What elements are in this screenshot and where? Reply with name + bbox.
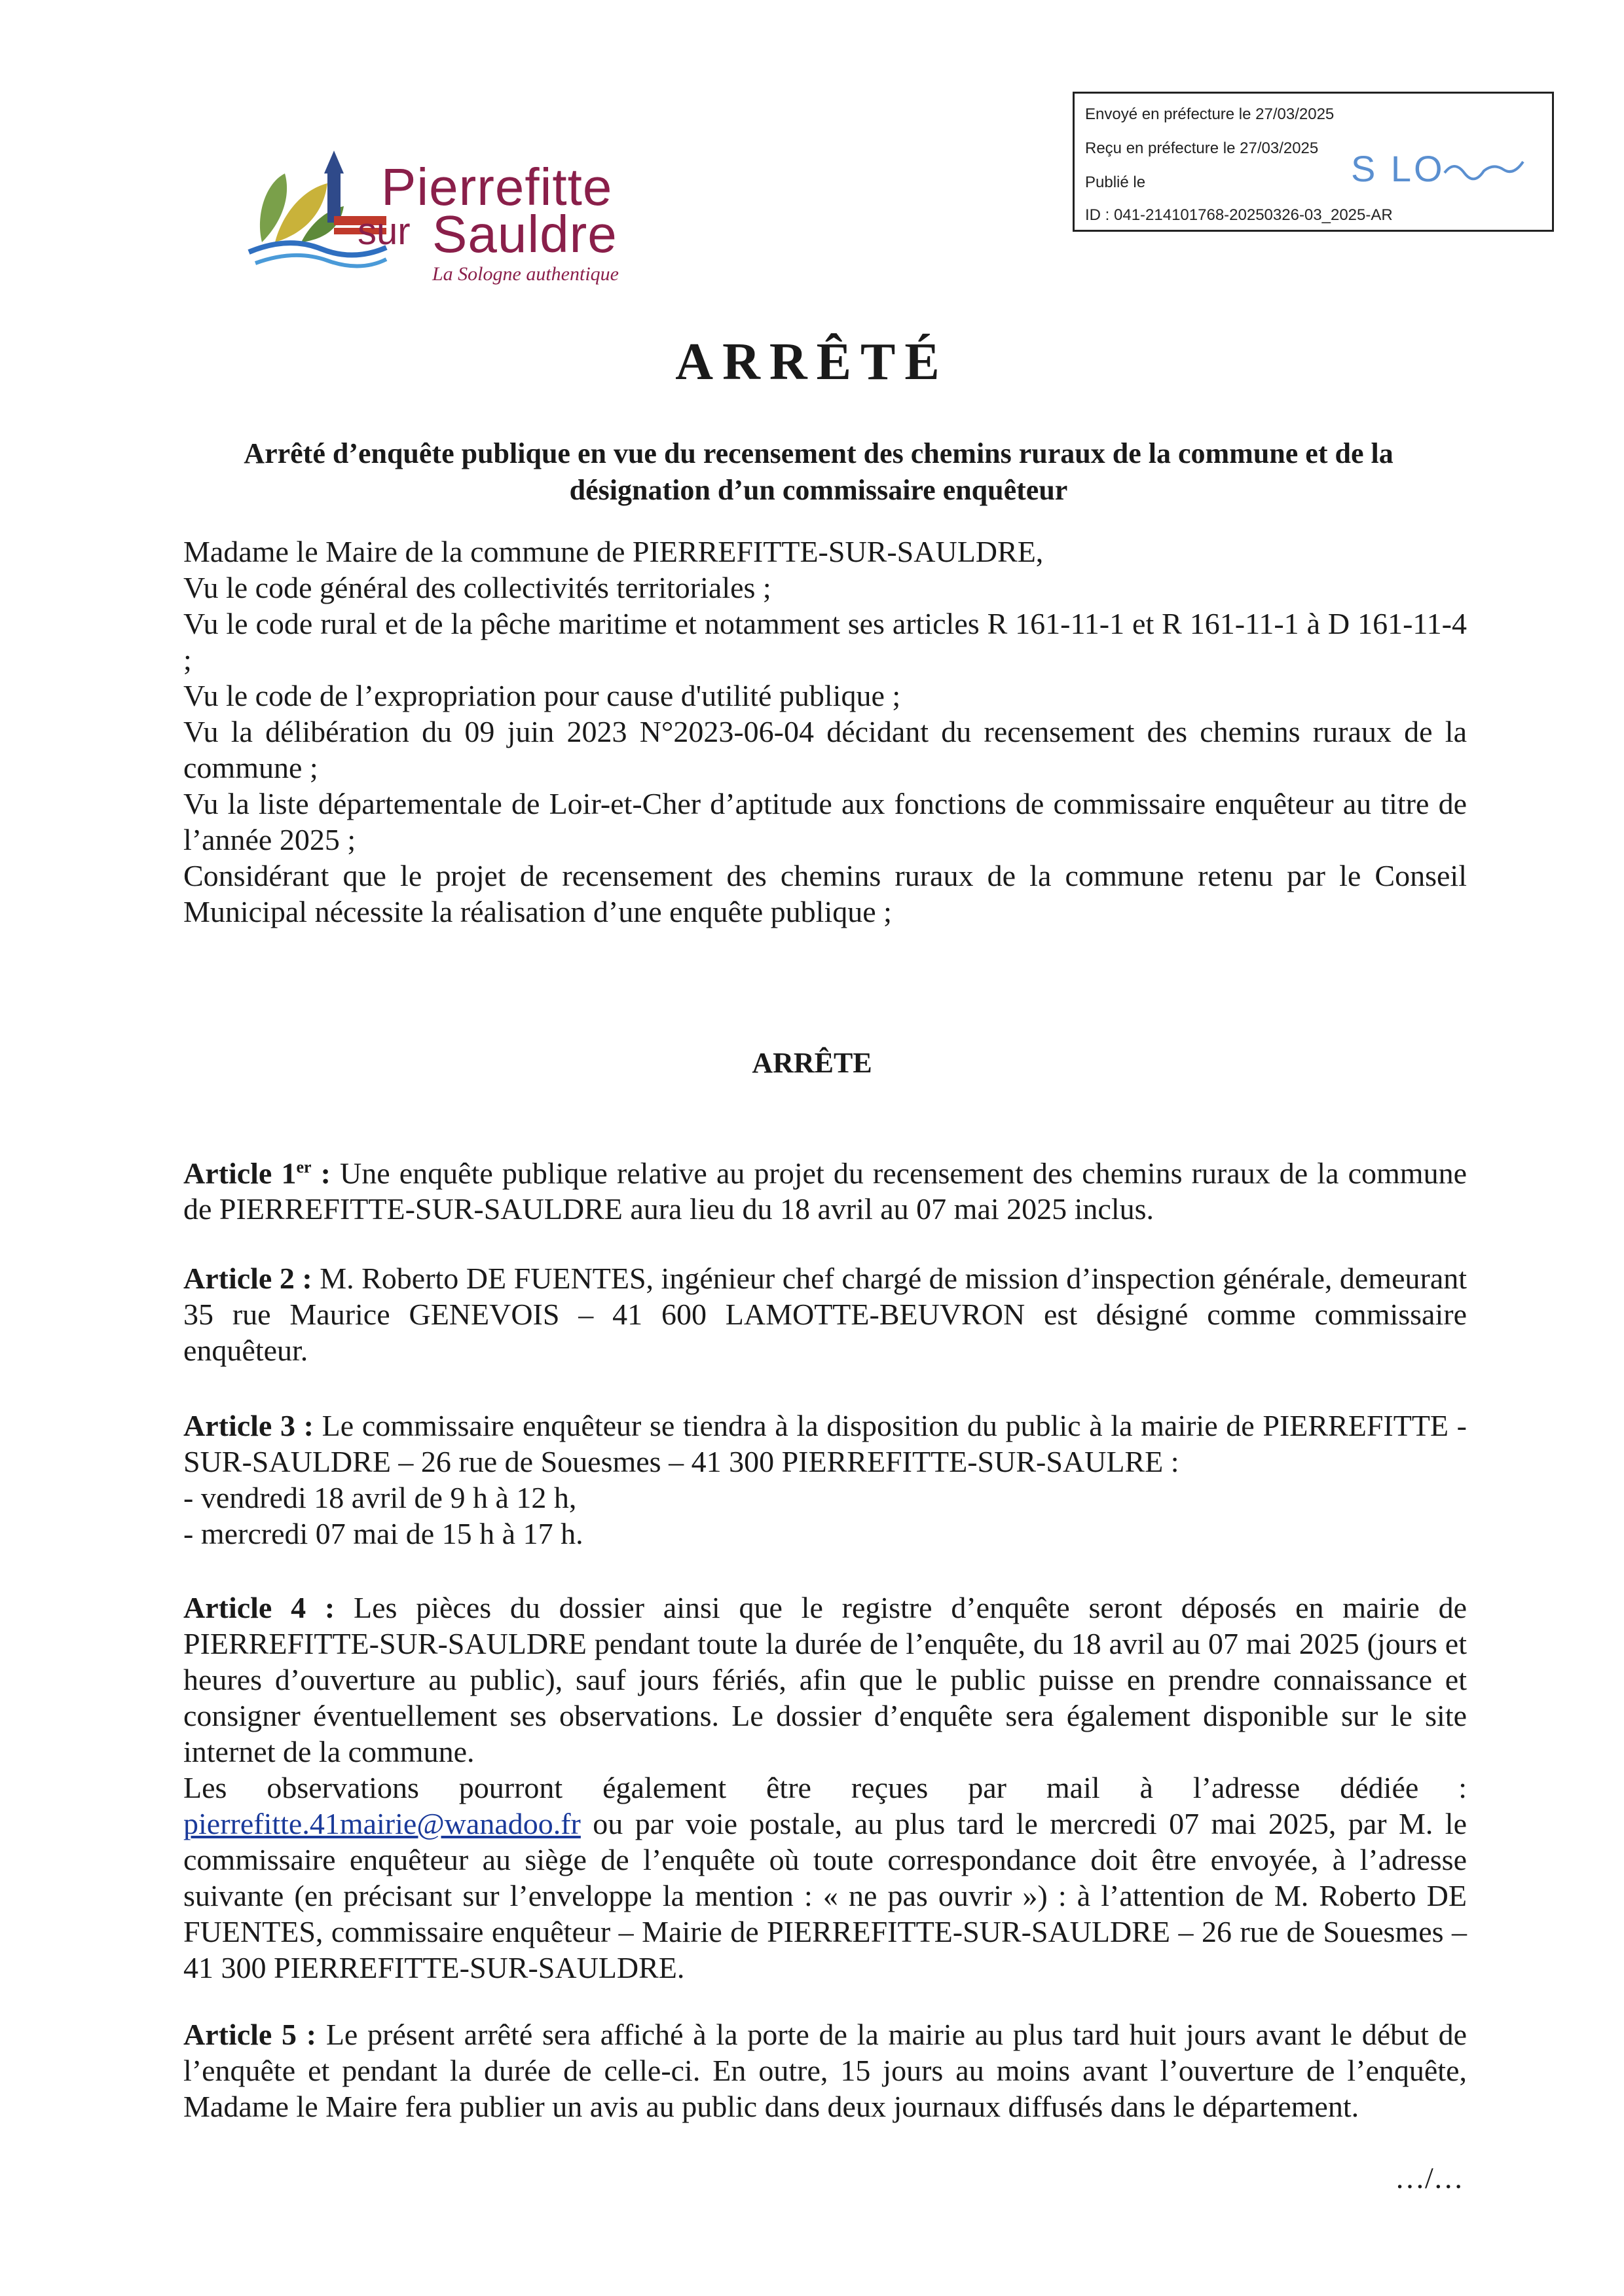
email-link[interactable]: pierrefitte.41mairie@wanadoo.fr <box>183 1807 581 1840</box>
preamble-line: Vu la liste départementale de Loir-et-Cher d’aptitude aux fonctions de commissaire enquêteur au titre de l’année 2025 ; <box>183 787 1467 856</box>
commune-logo <box>236 144 655 295</box>
article-3 <box>183 1408 1467 1552</box>
article-4 <box>183 1590 1467 1986</box>
logo-sur: sur <box>358 210 411 253</box>
article-1 <box>183 1149 1467 1227</box>
article-4-text-2: Les observations pourront également être reçues par mail à l’adresse dédiée : <box>183 1771 1467 1804</box>
preamble-line: Vu le code général des collectivités territoriales ; <box>183 571 771 604</box>
logo-river-name: Sauldre <box>432 205 618 263</box>
stamp-sent: Envoyé en préfecture le 27/03/2025 <box>1085 105 1335 123</box>
article-1-sep: : <box>311 1156 341 1190</box>
preamble <box>183 534 1467 930</box>
article-1-sup: er <box>296 1157 312 1176</box>
page-subtitle: Arrêté d’enquête publique en vue du recensement des chemins ruraux de la commune et de la désignation d’un commissaire enquêteur <box>244 437 1393 506</box>
article-4-text: Les pièces du dossier ainsi que le registre d’enquête seront déposés en mairie de PIERREFITTE-SUR-SAULDRE pendant toute la durée de l’enquête, du 18 avril au 07 mai 2025 (jours et heures d’ouverture au public), sauf jours fériés, afin que le public puisse en prendre connaissance et consigner éventuellement ses observations. Le dossier d’enquête sera également disponible sur le site internet de la commune. <box>183 1591 1467 1768</box>
article-3-slot: - vendredi 18 avril de 9 h à 12 h, <box>183 1481 577 1514</box>
signature-scribble-icon <box>1441 156 1526 183</box>
section-title: ARRÊTE <box>752 1047 872 1079</box>
article-1-text: Une enquête publique relative au projet du recensement des chemins ruraux de la commune de PIERREFITTE-SUR-SAULDRE aura lieu du 18 avril au 07 mai 2025 inclus. <box>183 1156 1467 1226</box>
stamp-id: ID : 041-214101768-20250326-03_2025-AR <box>1085 206 1393 224</box>
article-2-text: M. Roberto DE FUENTES, ingénieur chef chargé de mission d’inspection générale, demeurant 35 rue Maurice GENEVOIS – 41 600 LAMOTTE-BEUVRON est désigné comme commissaire enquêteur. <box>183 1262 1467 1367</box>
article-5-label: Article 5 : <box>183 2018 317 2051</box>
article-3-text: Le commissaire enquêteur se tiendra à la disposition du public à la mairie de PIERREFITTE -SUR-SAULDRE – 26 rue de Souesmes – 41 300 PIERREFITTE-SUR-SAULRE : <box>183 1409 1467 1478</box>
stamp-published: Publié le <box>1085 173 1146 191</box>
article-3-slot: - mercredi 07 mai de 15 h à 17 h. <box>183 1517 583 1550</box>
preamble-line: Vu le code rural et de la pêche maritime et notamment ses articles R 161-11-1 et R 161-11-1 à D 161-11-4 ; <box>183 607 1467 676</box>
stamp-handwritten-mark: S LO <box>1351 148 1445 189</box>
preamble-line: Considérant que le projet de recensement des chemins ruraux de la commune retenu par le Conseil Municipal nécessite la réalisation d’une enquête publique ; <box>183 859 1467 928</box>
preamble-line: Vu le code de l’expropriation pour cause d'utilité publique ; <box>183 679 901 712</box>
article-2-label: Article 2 : <box>183 1262 312 1295</box>
page-title: ARRÊTÉ <box>675 333 949 391</box>
prefecture-stamp <box>1073 92 1554 232</box>
article-1-label: Article 1 <box>183 1156 297 1190</box>
article-4-text-3: ou par voie postale, au plus tard le mercredi 07 mai 2025, par M. le commissaire enquêteur au siège de l’enquête où toute correspondance doit être envoyée, à l’adresse suivante (en précisant sur l’enveloppe la mention : « ne pas ouvrir ») : à l’attention de M. Roberto DE FUENTES, commissaire enquêteur – Mairie de PIERREFITTE-SUR-SAULDRE – 26 rue de Souesmes – 41 300 PIERREFITTE-SUR-SAULDRE. <box>183 1807 1467 1984</box>
preamble-line: Vu la délibération du 09 juin 2023 N°2023-06-04 décidant du recensement des chemins ruraux de la commune ; <box>183 715 1467 784</box>
continued-marker: …/… <box>1395 2161 1464 2195</box>
article-2 <box>183 1260 1467 1368</box>
logo-tagline: La Sologne authentique <box>432 263 619 285</box>
article-5-text: Le présent arrêté sera affiché à la porte de la mairie au plus tard huit jours avant le début de l’enquête et pendant la durée de celle-ci. En outre, 15 jours au moins avant l’ouverture de l’enquête, Madame le Maire fera publier un avis au public dans deux journaux diffusés dans le département. <box>183 2018 1467 2123</box>
article-4-label: Article 4 : <box>183 1591 335 1624</box>
stamp-received: Reçu en préfecture le 27/03/2025 <box>1085 139 1319 157</box>
article-5 <box>183 2016 1467 2124</box>
logo-town-name: Pierrefitte <box>381 158 613 216</box>
article-3-label: Article 3 : <box>183 1409 314 1442</box>
preamble-line: Madame le Maire de la commune de PIERREFITTE-SUR-SAULDRE, <box>183 535 1044 568</box>
